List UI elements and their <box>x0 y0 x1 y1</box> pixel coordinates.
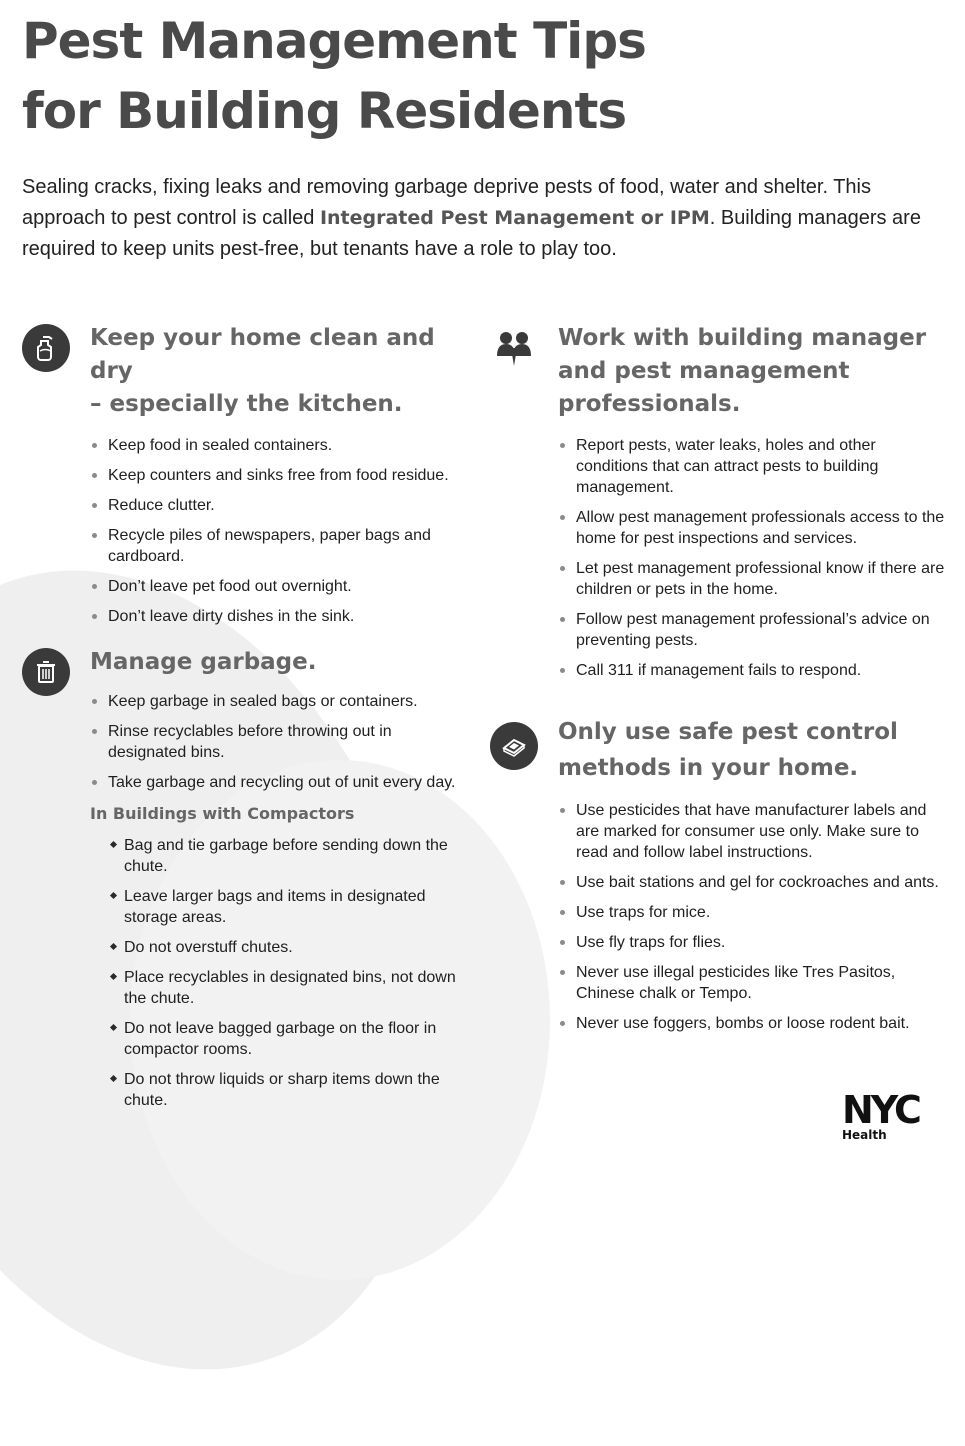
section-title <box>558 322 950 421</box>
list-item: Bag and tie garbage before sending down the chute. <box>124 835 472 877</box>
list-item: Use pesticides that have manufacturer labels and are marked for consumer use only. Make sure to read and follow label instructions. <box>558 800 950 863</box>
list-item: Don’t leave dirty dishes in the sink. <box>90 606 462 627</box>
section-title-line: methods in your home. <box>558 755 859 781</box>
section-work-with-manager <box>490 322 950 690</box>
intro-text-after: . Building managers are required to keep units pest-free, but tenants have a role to play too. <box>22 207 921 260</box>
compactors-heading: In Buildings with Compactors <box>90 804 355 823</box>
list-item: Never use illegal pesticides like Tres Pasitos, Chinese chalk or Tempo. <box>558 962 950 1004</box>
list-item: Don’t leave pet food out overnight. <box>90 576 462 597</box>
list-item: Reduce clutter. <box>90 495 462 516</box>
section-title-line: Keep your home clean and dry <box>90 325 435 384</box>
section-manage-garbage <box>22 646 472 1120</box>
spray-bottle-icon <box>22 324 70 372</box>
list-item: Recycle piles of newspapers, paper bags and cardboard. <box>90 525 462 567</box>
title-line-1: Pest Management Tips <box>22 12 646 70</box>
title-line-2: for Building Residents <box>22 82 627 140</box>
section-header <box>22 322 462 421</box>
bait-trap-icon <box>490 722 538 770</box>
section-title-line: – especially the kitchen. <box>90 391 403 417</box>
list-item: Keep food in sealed containers. <box>90 435 462 456</box>
intro-paragraph <box>22 172 952 265</box>
section-header <box>22 646 472 679</box>
list-item: Follow pest management professional’s advice on preventing pests. <box>558 609 950 651</box>
list-item: Take garbage and recycling out of unit every day. <box>90 772 472 793</box>
list-item: Use fly traps for flies. <box>558 932 950 953</box>
list-item: Report pests, water leaks, holes and other conditions that can attract pests to building management. <box>558 435 950 498</box>
bullet-list <box>490 435 950 681</box>
page-title <box>22 6 646 146</box>
section-title-line: professionals. <box>558 391 741 417</box>
bullet-list <box>490 800 950 1034</box>
list-item: Place recyclables in designated bins, not down the chute. <box>124 967 472 1009</box>
section-title-line: Only use safe pest control <box>558 719 898 745</box>
section-title: Manage garbage. <box>90 649 317 675</box>
intro-text-before: Sealing cracks, fixing leaks and removing garbage deprive pests of food, water and shelter. This approach to pest control is called <box>22 176 871 229</box>
list-item: Keep garbage in sealed bags or containers. <box>90 691 472 712</box>
list-item: Use traps for mice. <box>558 902 950 923</box>
list-item: Call 311 if management fails to respond. <box>558 660 950 681</box>
list-item: Keep counters and sinks free from food residue. <box>90 465 462 486</box>
list-item: Let pest management professional know if there are children or pets in the home. <box>558 558 950 600</box>
list-item: Rinse recyclables before throwing out in designated bins. <box>90 721 472 763</box>
bullet-list <box>22 435 462 627</box>
list-item: Allow pest management professionals access to the home for pest inspections and services. <box>558 507 950 549</box>
logo-subtitle: Health <box>842 1128 887 1142</box>
section-keep-clean <box>22 322 462 636</box>
people-icon <box>490 324 538 372</box>
list-item: Do not overstuff chutes. <box>124 937 472 958</box>
bullet-list <box>22 691 472 793</box>
nyc-health-logo <box>842 1088 942 1142</box>
section-title <box>90 322 462 421</box>
list-item: Use bait stations and gel for cockroaches and ants. <box>558 872 950 893</box>
compactors-list <box>22 835 472 1111</box>
list-item: Do not throw liquids or sharp items down the chute. <box>124 1069 472 1111</box>
section-title-line: Work with building manager <box>558 325 927 351</box>
section-safe-pest-control <box>490 714 950 1043</box>
section-header <box>490 714 950 786</box>
section-title <box>558 714 950 786</box>
section-header <box>490 322 950 421</box>
list-item: Never use foggers, bombs or loose rodent bait. <box>558 1013 950 1034</box>
list-item: Leave larger bags and items in designated storage areas. <box>124 886 472 928</box>
trash-can-icon <box>22 648 70 696</box>
section-title-line: and pest management <box>558 358 850 384</box>
logo-mark: NYC <box>842 1088 919 1132</box>
list-item: Do not leave bagged garbage on the floor in compactor rooms. <box>124 1018 472 1060</box>
intro-highlight: Integrated Pest Management or IPM <box>319 207 710 229</box>
